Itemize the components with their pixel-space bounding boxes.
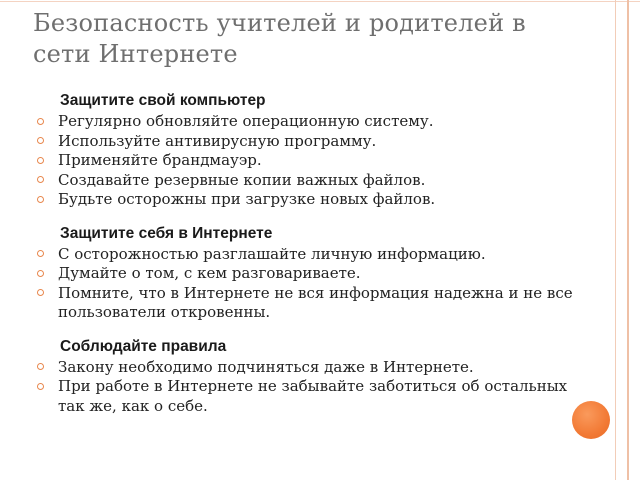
slide-title xyxy=(33,8,593,70)
list-item xyxy=(36,377,576,416)
bullet-ring-icon xyxy=(37,383,44,390)
top-border-line xyxy=(0,1,640,2)
list-item xyxy=(36,245,576,265)
bullet-ring-icon xyxy=(37,363,44,370)
list-item-text: Помните, что в Интернете не вся информация надежна и не все пользователи откровенны. xyxy=(58,283,573,321)
list-item-text: Создавайте резервные копии важных файлов. xyxy=(58,170,426,189)
orange-circle-decoration xyxy=(572,401,610,439)
list-item-text: Думайте о том, с кем разговариваете. xyxy=(58,264,361,282)
section-protect-computer xyxy=(36,90,576,210)
list-item-text: Применяйте брандмауэр. xyxy=(58,151,262,169)
section-follow-rules xyxy=(36,336,576,417)
list-item xyxy=(36,284,576,323)
right-border-outer-line xyxy=(627,0,629,480)
list-item xyxy=(36,112,576,132)
list-item-text: Закону необходимо подчиняться даже в Интернете. xyxy=(58,357,474,376)
list-item xyxy=(36,151,576,171)
bullet-ring-icon xyxy=(37,137,44,144)
bullet-ring-icon xyxy=(37,270,44,277)
list-item-text: Будьте осторожны при загрузке новых файлов. xyxy=(58,190,436,208)
slide-title-line-1: Безопасность учителей и родителей в xyxy=(33,9,526,37)
bullet-ring-icon xyxy=(37,250,44,257)
list-item xyxy=(36,171,576,191)
bullet-ring-icon xyxy=(37,176,44,183)
bullet-ring-icon xyxy=(37,196,44,203)
slide-content xyxy=(36,90,576,416)
list-item xyxy=(36,264,576,284)
right-border-inner-line xyxy=(615,0,616,480)
bullet-list xyxy=(36,112,576,210)
bullet-ring-icon xyxy=(37,289,44,296)
list-item xyxy=(36,358,576,378)
list-item-text: Используйте антивирусную программу. xyxy=(58,131,377,150)
slide-title-line-2: сети Интернете xyxy=(33,40,238,68)
list-item-text: С осторожностью разглашайте личную информацию. xyxy=(58,244,486,263)
section-heading: Защитите свой компьютер xyxy=(60,92,266,109)
section-heading: Соблюдайте правила xyxy=(60,337,227,355)
bullet-list xyxy=(36,358,576,417)
list-item xyxy=(36,132,576,152)
bullet-ring-icon xyxy=(37,118,44,125)
list-item-text: При работе в Интернете не забывайте заботиться об остальных так же, как о себе. xyxy=(58,377,568,415)
bullet-list xyxy=(36,245,576,323)
section-protect-yourself xyxy=(36,223,576,323)
section-heading: Защитите себя в Интернете xyxy=(60,224,273,242)
bullet-ring-icon xyxy=(37,157,44,164)
list-item-text: Регулярно обновляйте операционную систему. xyxy=(58,112,434,130)
list-item xyxy=(36,190,576,210)
